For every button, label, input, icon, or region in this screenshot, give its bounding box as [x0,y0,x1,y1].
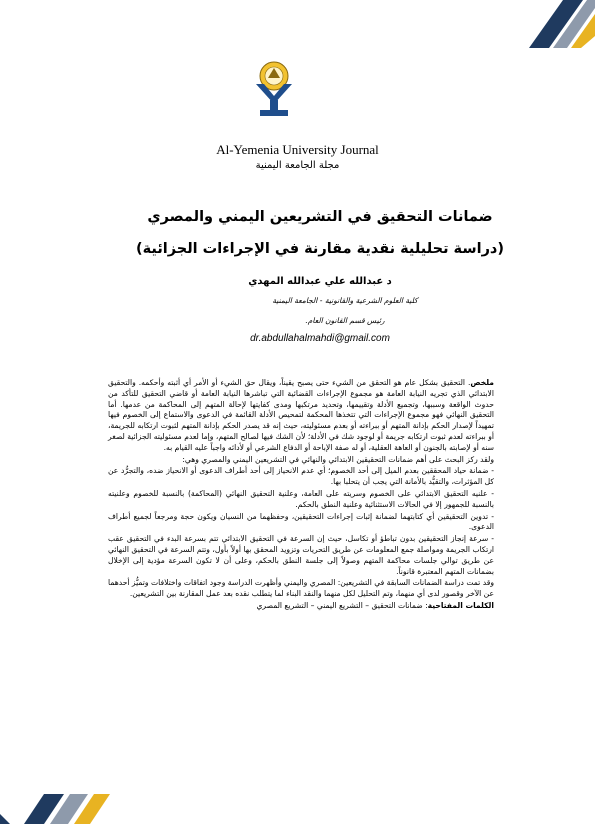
abstract-paragraph-7: وقد تمت دراسة الضمانات السابقة في التشريعين: المصري واليمني وأظهرت الدراسة وجود اتفاقات واختلافات وتميُّز أحدهما عن الآخر وقصور لدى أي منهما، وتم التحليل لكل منهما والنقد البناء لما يتطلب نقده بعد عمل المقارنة بين التشريعين. [108,578,494,599]
top-right-corner-decoration [523,0,595,62]
author-name: د عبدالله علي عبدالله المهدي [248,276,392,287]
author-email[interactable]: dr.abdullahalmahdi@gmail.com [250,333,390,344]
abstract-label: ملخص [470,378,494,387]
paper-title-line1: ضمانات التحقيق في التشريعين اليمني والمصري [147,209,493,225]
abstract-paragraph-1: ملخص. التحقيق بشكل عام هو التحقق من الشيء حتى يصبح يقيناً، ويقال حق الشيء أو الأمر أي أثبته وأحكمه. والتحقيق الابتدائي الذي تجريه النيابة العامة هو مجموع الإجراءات القضائية التي تباشرها النيابة العامة أو قاضي التحقيق للتأكد من حدوث الواقعة وسببها، وتجميع الأدلة وتقييمها، وتحديد مرتكبها ومدى كفايتها لإحالة المتهم إلى المحاكمة من عدمها. أما التحقيق النهائي فهو مجموع الإجراءات التي تتخذها المحكمة لتمحيص الأدلة القائمة في الدعوى والاستماع إلى الخصوم فيها تمهيداً لإصدار الحكم بإدانة المتهم أو ببراءته أو بعدم مسئوليته، حيث إنه قد يصدر الحكم بإدانة المتهم لثبوت ارتكابه للجريمة، أو ببراءته لعدم ثبوت ارتكابه جريمة أو لوجود شك في الأدلة؛ لأن الشك فيها لصالح المتهم، وإما لعدم مسئوليته الجزائية لصغر سنه أو لإصابته بالجنون أو العاهة العقلية، أو له صفة الإباحة أو الدفاع الشرعي أو لأدائه واجباً عليه القيام به. [108,378,494,452]
author-position: رئيس قسم القانون العام. [305,316,385,325]
abstract [108,378,494,613]
abstract-paragraph-6: - سرعة إنجاز التحقيقين بدون تباطؤ أو تكاسل، حيث إن السرعة في التحقيق الابتدائي تتم بسرعة البدء في التحقيق عقب ارتكاب الجريمة ومواصلة جمع المعلومات عن طريق التحريات وتزويد المحقق بها أولاً بأول، وتتم السرعة في التحقيق النهائي عن طريق توالي جلسات محاكمة المتهم وصولاً إلى جلسة النطق بالحكم، وعلى أن لا تكون السرعة مؤدية إلى الإخلال بضمانات المتهم المعتبرة قانوناً. [108,534,494,576]
author-affiliation: كلية العلوم الشرعية والقانونية - الجامعة اليمنية [272,296,418,305]
keywords-label: الكلمات المفتاحية [427,600,494,610]
keywords [108,601,494,612]
abstract-paragraph-5: - تدوين التحقيقين أي كتابتهما لضمانة إثبات إجراءات التحقيقين، وحفظهما من النسيان ويكون حجة ومرجعاً لجميع أطراف الدعوى. [108,511,494,532]
journal-name-en: Al-Yemenia University Journal [216,142,379,157]
paper-title-line2: (دراسة تحليلية نقدية مقارنة في الإجراءات الجزائية) [136,241,504,257]
keywords-list: : ضمانات التحقيق – التشريع اليمني – التشريع المصري [256,600,428,610]
university-logo-icon [248,60,300,120]
abstract-paragraph-4: - علنيه التحقيق الابتدائي على الخصوم وسريته على العامة، وعلنية التحقيق النهائي (المحاكمة) بالنسبة للخصوم وعلنيته بالنسبة للجمهور إلا في الحالات الاستثنائية وعلنية النطق بالحكم. [108,488,494,509]
journal-name-ar: مجلة الجامعة اليمنية [255,160,340,171]
abstract-paragraph-2: ولقد ركز البحث على أهم ضمانات التحقيقين الابتدائي والنهائي في التشريعين اليمني والمصري وهي: [182,454,494,464]
abstract-paragraph-3: - ضمانة حياد المحققين بعدم الميل إلى أحد الخصوم؛ أي عدم الانحياز إلى أحد أطراف الدعوى أو الانحياز ضده، والتجرُّد عن كل المؤثرات، والتقيُّد بالأمانة التي يجب أن يتحلبا بها. [108,466,494,487]
bottom-left-corner-decoration [0,774,120,824]
